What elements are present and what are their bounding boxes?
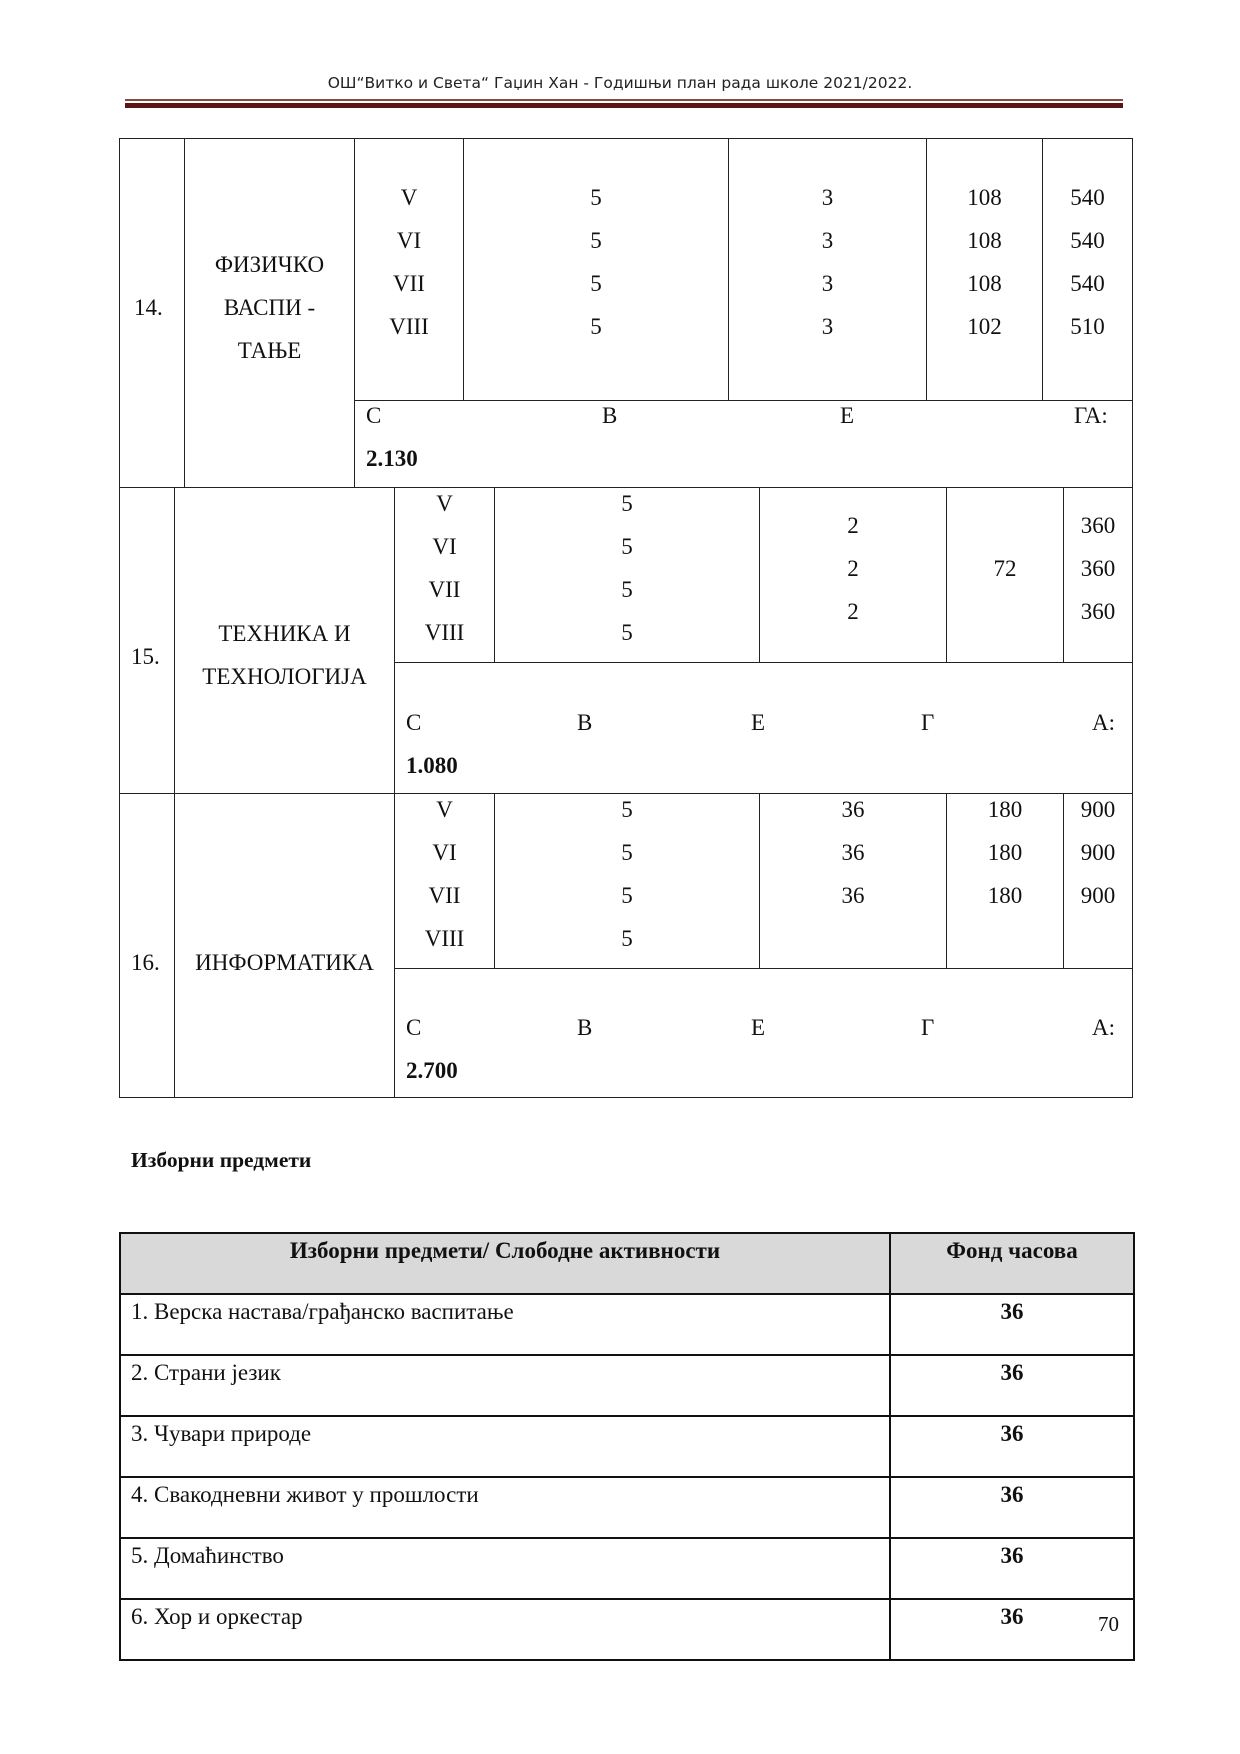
value: 36 <box>841 840 865 865</box>
subject-name-line: ТЕХНОЛОГИЈА <box>202 664 367 689</box>
column-header-hours: Фонд часова <box>890 1233 1134 1294</box>
col-a-values <box>465 176 727 348</box>
subject-name-line: ИНФОРМАТИКА <box>195 950 374 975</box>
page-header: ОШ“Витко и Света“ Гаџин Хан - Годишњи план рада школе 2021/2022. <box>327 74 913 92</box>
value: 510 <box>1070 314 1105 339</box>
grade: VIII <box>424 620 465 645</box>
subject-name-line: ТАЊЕ <box>237 338 302 363</box>
subject-number: 14. <box>134 295 163 320</box>
cell-total <box>354 400 1133 488</box>
value: 900 <box>1080 840 1116 865</box>
value: 3 <box>821 228 834 253</box>
value: 3 <box>821 314 834 339</box>
col-d-values <box>1065 504 1131 633</box>
value: 180 <box>987 840 1023 865</box>
col-c-values <box>948 547 1062 590</box>
value: 5 <box>590 228 602 253</box>
cell-number <box>119 487 175 794</box>
table-header-row <box>120 1233 1134 1294</box>
grade: VI <box>432 534 457 559</box>
value: 5 <box>621 534 633 559</box>
value: 5 <box>621 491 633 516</box>
grades-list <box>356 176 462 348</box>
col-c-values <box>948 788 1062 917</box>
col-d-values <box>1044 176 1131 348</box>
value: 5 <box>621 883 633 908</box>
header-rule-thick <box>125 103 1123 108</box>
table-row <box>120 1355 1134 1416</box>
header-rule-thin <box>125 99 1123 101</box>
value: 2 <box>847 513 859 538</box>
subject-name-line: ВАСПИ - <box>223 295 316 320</box>
total-letter: А: <box>1092 1015 1115 1040</box>
value: 3 <box>821 185 834 210</box>
table-row <box>120 1477 1134 1538</box>
value: 5 <box>590 185 602 210</box>
table-row <box>120 1294 1134 1355</box>
grade: V <box>400 185 418 210</box>
elective-name: 4. Свакодневни живот у прошлости <box>120 1477 890 1538</box>
value: 2 <box>847 599 859 624</box>
subject-name-line: ФИЗИЧКО <box>214 252 325 277</box>
total-letter: А: <box>1092 710 1115 735</box>
value: 900 <box>1080 797 1116 822</box>
grade: VIII <box>424 926 465 951</box>
grade: V <box>436 491 453 516</box>
value: 108 <box>967 271 1002 296</box>
subject-number: 15. <box>131 644 160 669</box>
col-a-values <box>496 482 758 654</box>
value: 3 <box>821 271 834 296</box>
grade: VII <box>428 577 461 602</box>
value: 5 <box>590 314 602 339</box>
value: 102 <box>967 314 1002 339</box>
value: 36 <box>841 883 865 908</box>
subject-number: 16. <box>131 950 160 975</box>
elective-hours: 36 <box>890 1599 1134 1660</box>
total-letter: Е <box>751 710 766 735</box>
elective-hours: 36 <box>890 1416 1134 1477</box>
total-letter: Е <box>751 1015 766 1040</box>
col-a-values <box>496 788 758 960</box>
total-value: 2.700 <box>406 1058 458 1083</box>
elective-hours: 36 <box>890 1355 1134 1416</box>
col-d-values <box>1065 788 1131 917</box>
electives-table <box>119 1232 1135 1661</box>
value: 2 <box>847 556 859 581</box>
value: 5 <box>621 620 633 645</box>
value: 36 <box>841 797 865 822</box>
subject-name-line: ТЕХНИКА И <box>218 621 351 646</box>
value: 72 <box>993 556 1017 581</box>
value: 108 <box>967 185 1002 210</box>
elective-hours: 36 <box>890 1538 1134 1599</box>
table-row <box>120 1416 1134 1477</box>
total-letter: Г <box>921 1015 935 1040</box>
value: 5 <box>621 926 633 951</box>
total-value: 1.080 <box>406 753 458 778</box>
grade: VII <box>428 883 461 908</box>
elective-name: 2. Страни језик <box>120 1355 890 1416</box>
total-letter: ГА: <box>1074 403 1108 428</box>
elective-hours: 36 <box>890 1477 1134 1538</box>
cell-name <box>174 793 395 1098</box>
total-letter: Г <box>921 710 935 735</box>
col-b-values <box>761 788 945 917</box>
total-value: 2.130 <box>366 446 418 471</box>
value: 360 <box>1080 513 1116 538</box>
cell-number <box>119 793 175 1098</box>
grades-list <box>396 482 493 654</box>
value: 540 <box>1070 228 1105 253</box>
value: 900 <box>1080 883 1116 908</box>
total-letter: В <box>602 403 618 428</box>
value: 5 <box>621 577 633 602</box>
table-row <box>120 1599 1134 1660</box>
column-header-subject: Изборни предмети/ Слободне активности <box>120 1233 890 1294</box>
total-letter: С <box>406 1015 422 1040</box>
table-row <box>120 1538 1134 1599</box>
elective-name: 5. Домаћинство <box>120 1538 890 1599</box>
value: 360 <box>1080 556 1116 581</box>
col-b-values <box>761 504 945 633</box>
grades-list <box>396 788 493 960</box>
elective-hours: 36 <box>890 1294 1134 1355</box>
elective-name: 3. Чувари природе <box>120 1416 890 1477</box>
value: 540 <box>1070 185 1105 210</box>
total-letter: С <box>406 710 422 735</box>
elective-name: 6. Хор и оркестар <box>120 1599 890 1660</box>
value: 5 <box>590 271 602 296</box>
page-number: 70 <box>1098 1612 1119 1636</box>
grade: VI <box>432 840 457 865</box>
total-letter: Е <box>840 403 855 428</box>
value: 108 <box>967 228 1002 253</box>
grade: VI <box>396 228 422 253</box>
value: 180 <box>987 797 1023 822</box>
value: 5 <box>621 840 633 865</box>
grade: V <box>436 797 453 822</box>
value: 540 <box>1070 271 1105 296</box>
value: 360 <box>1080 599 1116 624</box>
elective-name: 1. Верска настава/грађанско васпитање <box>120 1294 890 1355</box>
col-c-values <box>928 176 1041 348</box>
total-letter: В <box>577 710 593 735</box>
grade: VII <box>393 271 425 296</box>
col-b-values <box>730 176 925 348</box>
electives-section-title: Изборни предмети <box>131 1148 312 1172</box>
grade: VIII <box>389 314 429 339</box>
total-letter: В <box>577 1015 593 1040</box>
value: 180 <box>987 883 1023 908</box>
value: 5 <box>621 797 633 822</box>
total-letter: С <box>366 403 382 428</box>
